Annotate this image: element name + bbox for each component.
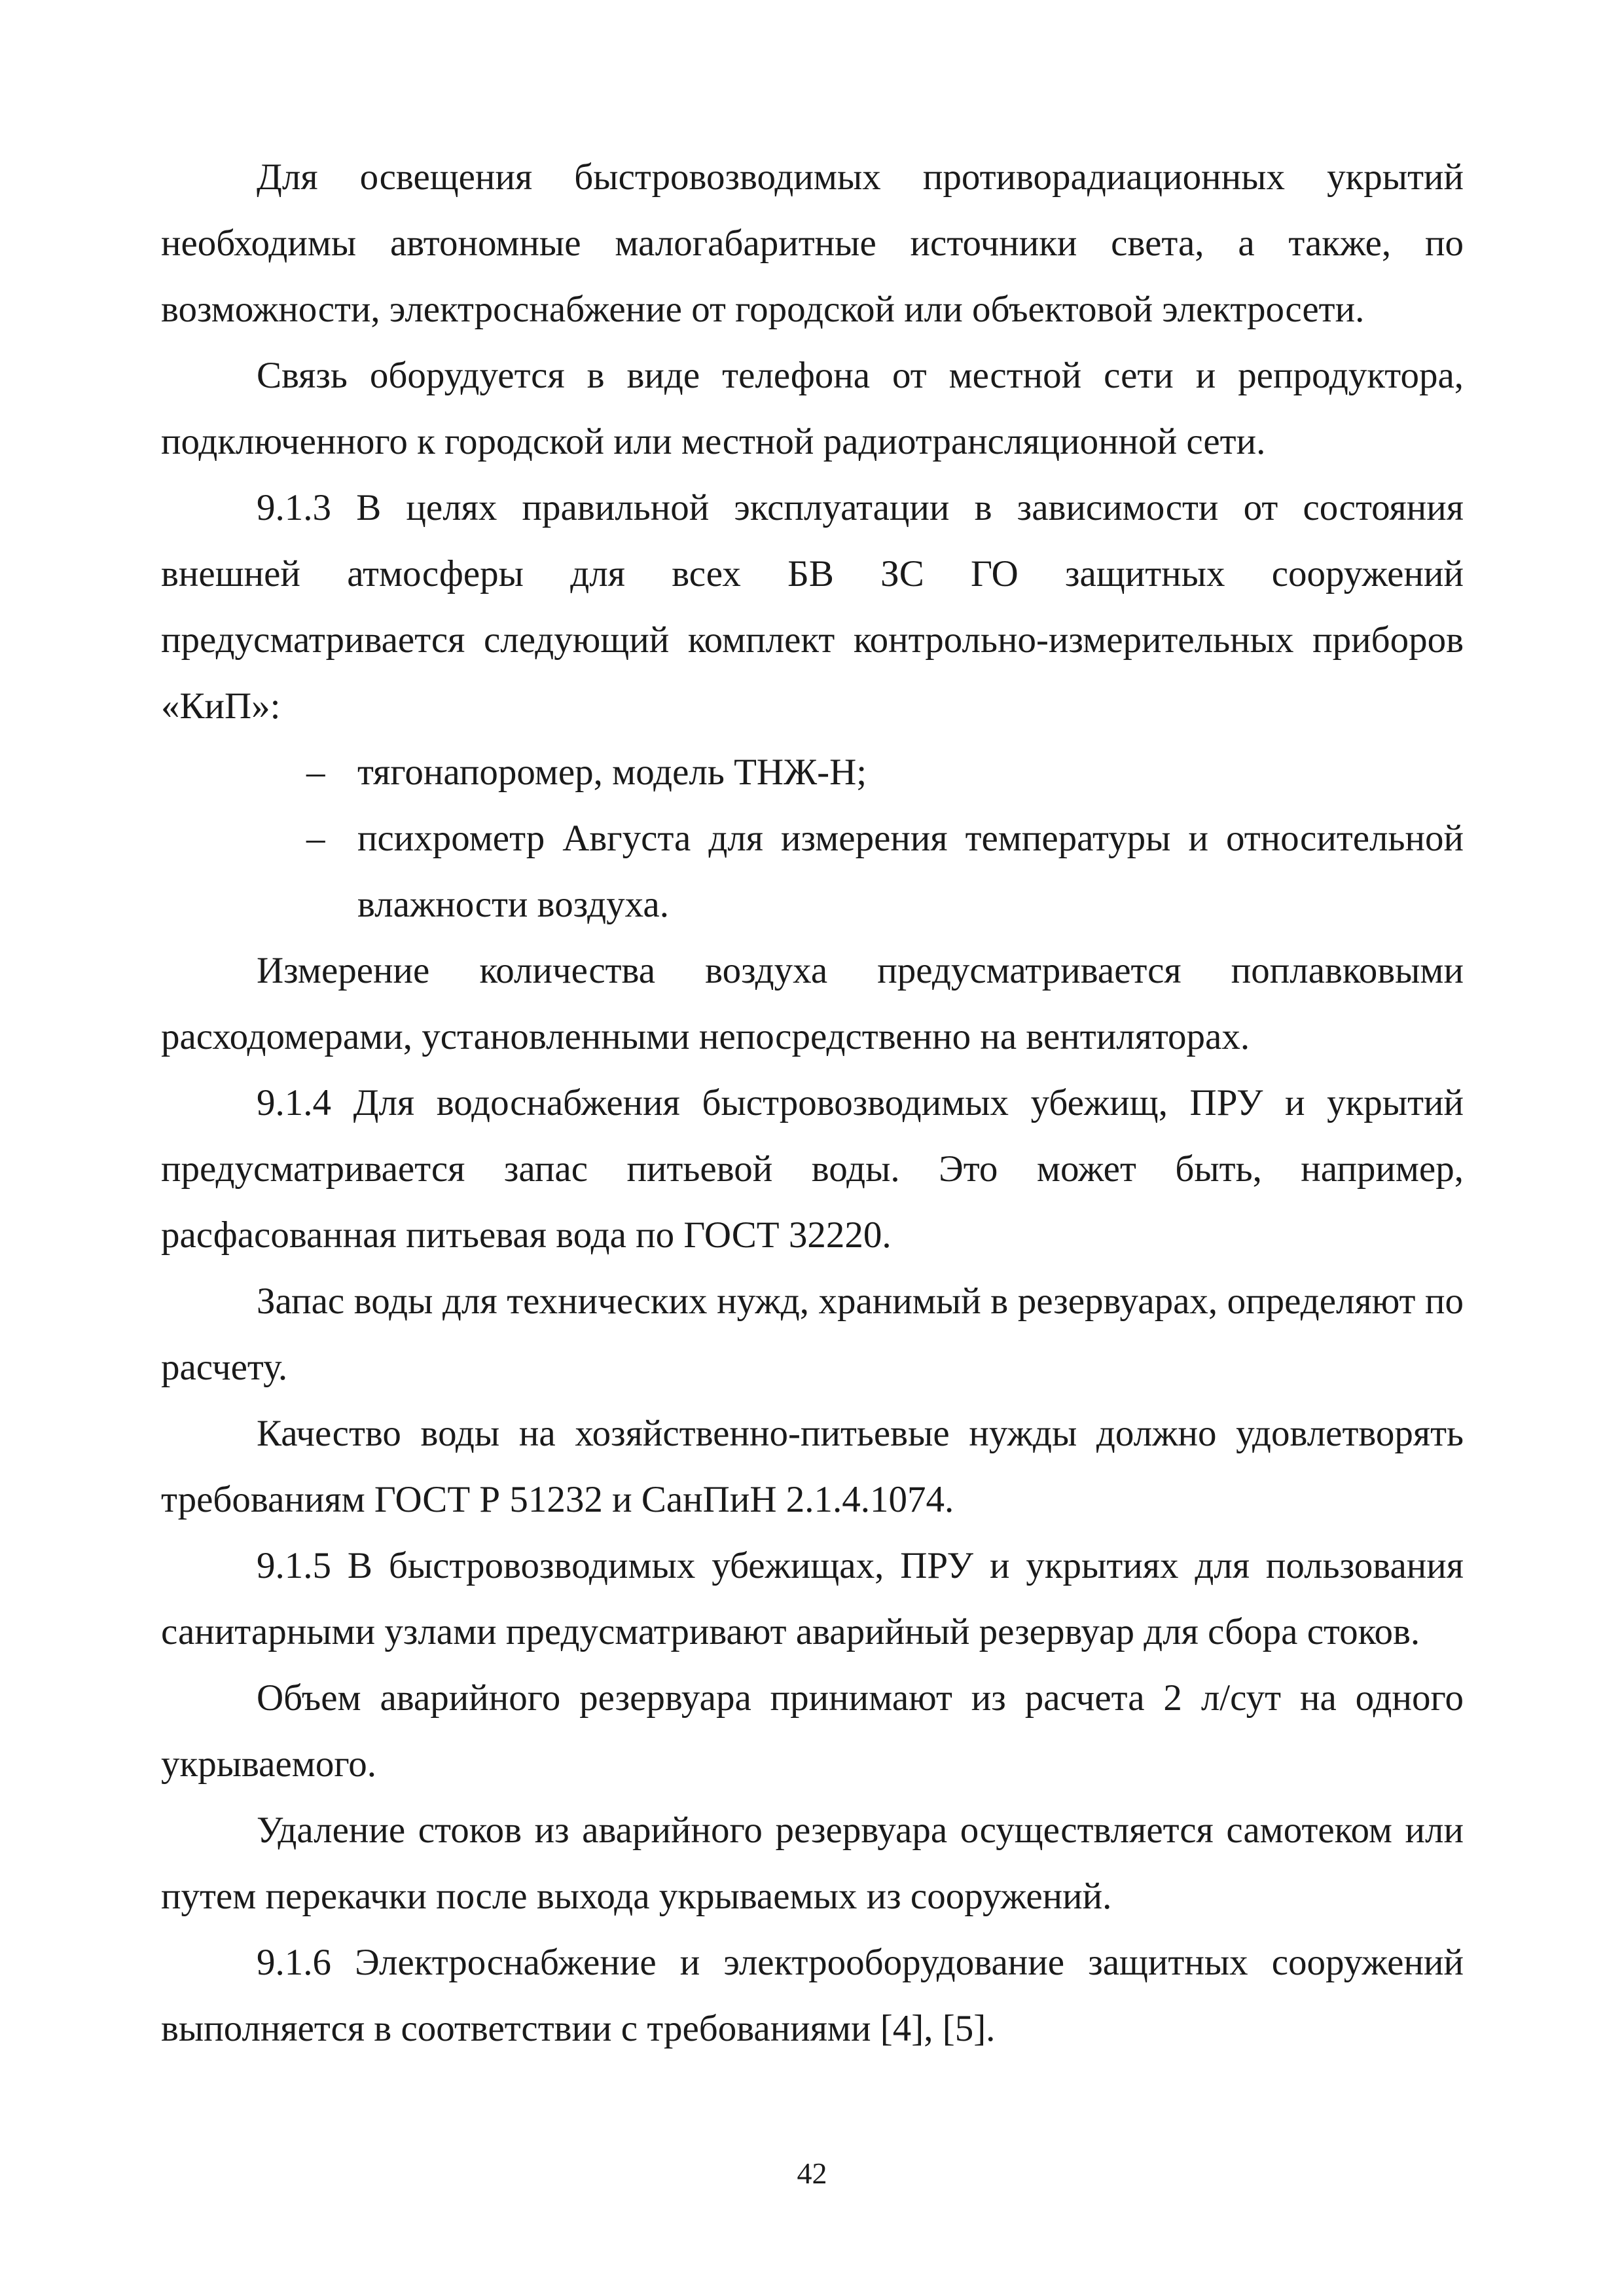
paragraph-technical-water: Запас воды для технических нужд, хранимый в резервуарах, определяют по расчету. — [161, 1281, 1464, 1388]
paragraph-9-1-4: 9.1.4 Для водоснабжения быстровозводимых убежищ, ПРУ и укрытий предусматривается запас питьевой воды. Это может быть, например, расфасованная питьевая вода по ГОСТ 32220. — [161, 1082, 1464, 1256]
paragraph-9-1-3: 9.1.3 В целях правильной эксплуатации в зависимости от состояния внешней атмосферы для всех БВ ЗС ГО защитных сооружений предусматривается следующий комплект контрольно-измерительных приборов «КиП»: — [161, 487, 1464, 727]
paragraph-communication: Связь оборудуется в виде телефона от местной сети и репродуктора, подключенного к городской или местной радиотрансляционной сети. — [161, 355, 1464, 462]
paragraph-tank-volume: Объем аварийного резервуара принимают из расчета 2 л/сут на одного укрываемого. — [161, 1677, 1464, 1785]
paragraph-9-1-5: 9.1.5 В быстровозводимых убежищах, ПРУ и укрытиях для пользования санитарными узлами предусматривают аварийный резервуар для сбора стоков. — [161, 1545, 1464, 1652]
instrument-list — [161, 739, 1464, 938]
dash-marker: – — [306, 818, 325, 859]
list-item — [161, 739, 1464, 805]
list-item — [161, 805, 1464, 938]
paragraph-water-quality: Качество воды на хозяйственно-питьевые нужды должно удовлетворять требованиям ГОСТ Р 51232 и СанПиН 2.1.4.1074. — [161, 1413, 1464, 1520]
dash-marker: – — [306, 752, 325, 793]
paragraph-air-measurement: Измерение количества воздуха предусматривается поплавковыми расходомерами, установленными непосредственно на вентиляторах. — [161, 950, 1464, 1057]
body-text — [161, 144, 1464, 2062]
page-number: 42 — [797, 2157, 827, 2190]
paragraph-drain-removal: Удаление стоков из аварийного резервуара осуществляется самотеком или путем перекачки после выхода укрываемых из сооружений. — [161, 1810, 1464, 1917]
paragraph-9-1-6: 9.1.6 Электроснабжение и электрооборудование защитных сооружений выполняется в соответствии с требованиями [4], [5]. — [161, 1942, 1464, 2049]
list-item-text: психрометр Августа для измерения температуры и относительной влажности воздуха. — [357, 818, 1464, 925]
list-item-text: тягонапоромер, модель ТНЖ-Н; — [357, 752, 867, 793]
paragraph-lighting: Для освещения быстровозводимых противорадиационных укрытий необходимы автономные малогабаритные источники света, а также, по возможности, электроснабжение от городской или объектовой электросети. — [161, 156, 1464, 330]
